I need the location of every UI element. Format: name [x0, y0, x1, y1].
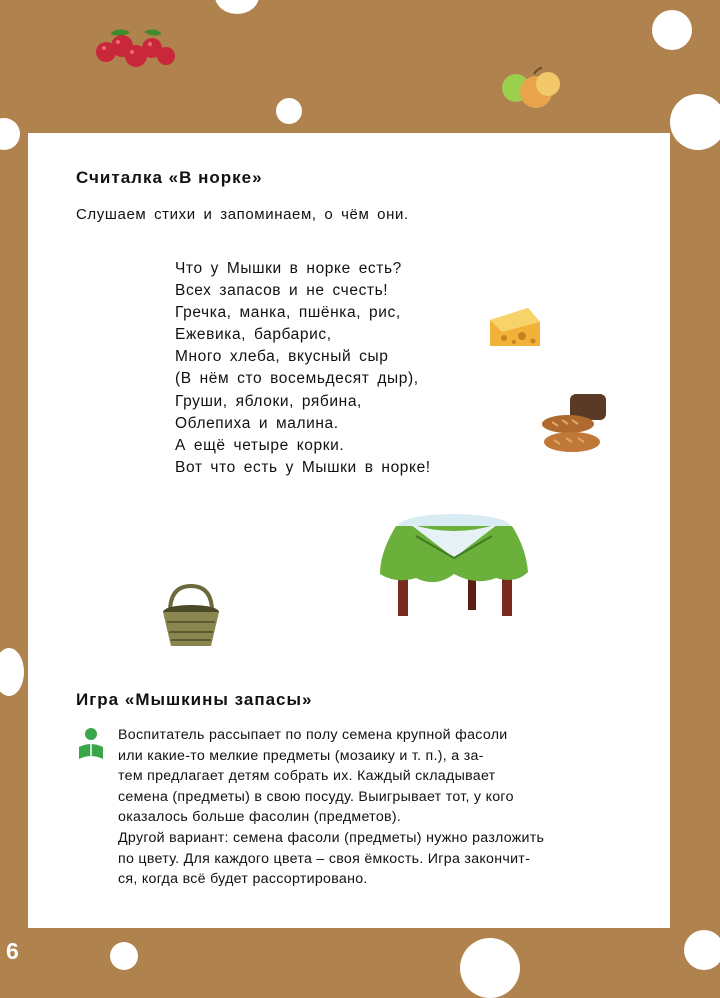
- cheese-icon: [488, 306, 542, 348]
- page-number: 6: [6, 938, 19, 964]
- game-line: Другой вариант: семена фасоли (предметы) нужно разложить: [118, 829, 545, 846]
- decor-dot: [684, 930, 720, 970]
- basket-icon: [160, 584, 222, 650]
- poem-line: Всех запасов и не счесть!: [175, 282, 389, 300]
- game-line: Воспитатель рассыпает по полу семена крупной фасоли: [118, 727, 508, 743]
- game-line: семена (предметы) в свою посуду. Выигрывает тот, у кого: [118, 788, 514, 805]
- raspberry-icon: [92, 26, 178, 72]
- poem-line: Вот что есть у Мышки в норке!: [175, 458, 431, 476]
- decor-dot: [0, 648, 24, 696]
- game-line: по цвету. Для каждого цвета – своя ёмкость. Игра закончит-: [118, 850, 531, 867]
- poem-line: А ещё четыре корки.: [175, 436, 345, 454]
- teacher-icon: [77, 727, 105, 761]
- poem-line: Что у Мышки в норке есть?: [175, 260, 402, 277]
- section-title: Считалка «В норке»: [76, 168, 263, 187]
- decor-dot: [670, 94, 720, 150]
- decor-dot: [276, 98, 302, 124]
- decor-dot: [652, 10, 692, 50]
- poem-line: Облепиха и малина.: [175, 414, 339, 432]
- poem-line: (В нём сто восемьдесят дыр),: [175, 370, 419, 388]
- game-line: или какие-то мелкие предметы (мозаику и т. п.), а за-: [118, 747, 484, 764]
- decor-dot: [0, 118, 20, 150]
- apples-icon: [498, 66, 564, 110]
- game-description: [118, 725, 623, 890]
- game-line: ся, когда всё будет рассортировано.: [118, 871, 368, 888]
- game-line: тем предлагает детям собрать их. Каждый складывает: [118, 768, 496, 785]
- game-line: оказалось больше фасолин (предметов).: [118, 809, 402, 826]
- section-title: Игра «Мышкины запасы»: [76, 690, 313, 709]
- poem-line: Ежевика, барбарис,: [175, 326, 332, 344]
- poem-line: Гречка, манка, пшёнка, рис,: [175, 304, 401, 322]
- decor-dot: [215, 0, 259, 14]
- bread-icon: [540, 392, 610, 456]
- poem-line: Груши, яблоки, рябина,: [175, 392, 362, 410]
- decor-dot: [110, 942, 138, 970]
- decor-dot: [460, 938, 520, 998]
- poem-line: Много хлеба, вкусный сыр: [175, 348, 389, 366]
- table-icon: [376, 512, 530, 618]
- poem: [175, 258, 431, 479]
- section-subtitle: Слушаем стихи и запоминаем, о чём они.: [76, 206, 409, 223]
